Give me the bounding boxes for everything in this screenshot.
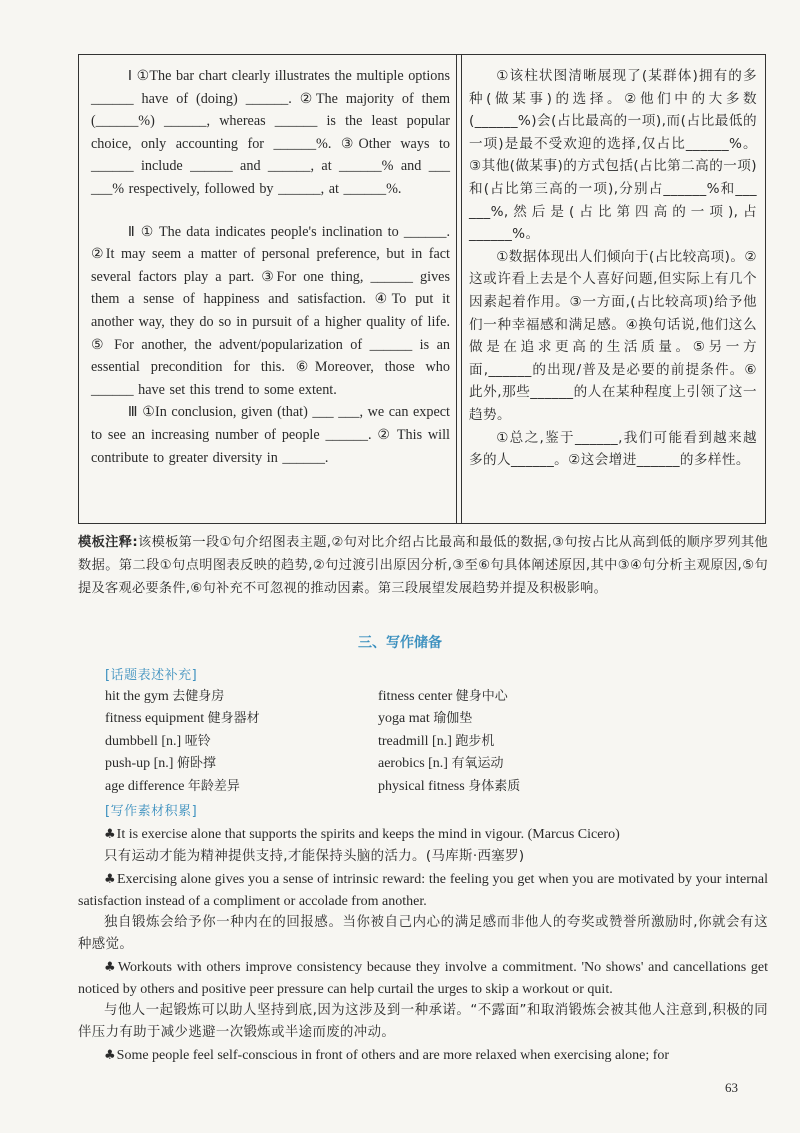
quote-en: ♣Exercising alone gives you a sense of intrinsic reward: the feeling you get when you are motivated by your internal satisfaction instead of a compliment or accolade from another. — [78, 872, 768, 909]
template-zh-paragraph-2: ①数据体现出人们倾向于(占比较高项)。②这或许看上去是个人喜好问题,但实际上有几个因素起着作用。③一方面,(占比较高项)给予他们一种幸福感和满足感。④换句话说,他们这么做是在追求更高的生活质量。⑤另一方面,______的出现/普及是必要的前提条件。⑥此外,那些______的人在某种程度上引领了这一趋势。 — [469, 248, 757, 423]
vocab-item: push-up [n.] 俯卧撑 — [105, 756, 216, 772]
club-icon: ♣ — [104, 827, 116, 842]
writing-materials — [78, 824, 768, 1067]
materials-heading: [写作素材积累] — [105, 804, 198, 819]
template-en-paragraph-2: Ⅱ ① The data indicates people's inclination to ______. ②It may seem a matter of personal preference, but in fact several factors play a part. ③For one thing, ______ gives them a sense of happiness and satisfaction. ④To put it another way, they do so in pursuit of a higher quality of life. ⑤ For another, the advent/popularization of ______ is an essential precondition for this. ⑥Moreover, those who ______ have set this trend to some extent. — [91, 223, 450, 398]
template-note-text: 该模板第一段①句介绍图表主题,②句对比介绍占比最高和最低的数据,③句按占比从高到低的顺序罗列其他数据。第二段①句点明图表反映的趋势,②句过渡引出原因分析,③至⑥句具体阐述原因,其中③④句分析主观原因,⑤句提及客观必要条件,⑥句补充不可忽视的推动因素。第三段展望发展趋势并提及积极影响。 — [78, 535, 768, 596]
vocab-item: age difference 年龄差异 — [105, 778, 240, 794]
template-note — [78, 531, 768, 600]
vocab-heading: [话题表述补充] — [105, 668, 198, 683]
vocab-item: fitness equipment 健身器材 — [105, 711, 260, 727]
template-english-column — [79, 55, 456, 523]
quote-zh: 只有运动才能为精神提供支持,才能保持头脑的活力。(马库斯·西塞罗) — [104, 848, 525, 864]
vocab-item: physical fitness 身体素质 — [378, 778, 521, 794]
quote-en: ♣It is exercise alone that supports the spirits and keeps the mind in vigour. (Marcus Cicero) — [104, 827, 620, 842]
writing-template-table — [78, 54, 766, 524]
vocab-item: yoga mat 瑜伽垫 — [378, 711, 473, 727]
template-zh-paragraph-1: ①该柱状图清晰展现了(某群体)拥有的多种(做某事)的选择。②他们中的大多数(______%)会(占比最高的一项),而(占比最低的一项)是最不受欢迎的选择,仅占比______%。③其他(做某事)的方式包括(占比第二高的一项)和(占比第三高的一项),分别占______%和___ ___%,然后是(占比第四高的一项),占______%。 — [469, 68, 757, 243]
quote-en: ♣Some people feel self-conscious in front of others and are more relaxed when exercising alone; for — [104, 1048, 670, 1063]
vocab-item: treadmill [n.] 跑步机 — [378, 733, 495, 749]
section-title: 三、写作储备 — [358, 635, 442, 651]
club-icon: ♣ — [104, 960, 117, 975]
club-icon: ♣ — [104, 872, 116, 887]
vocab-left-column — [105, 686, 260, 798]
club-icon: ♣ — [104, 1048, 116, 1063]
template-note-label: 模板注释: — [78, 535, 138, 550]
page-number: 63 — [725, 1080, 738, 1095]
vocab-item: fitness center 健身中心 — [378, 689, 508, 704]
quote-zh: 独自锻炼会给予你一种内在的回报感。当你被自己内心的满足感而非他人的夸奖或赞誉所激励时,你就会有这种感觉。 — [78, 915, 768, 952]
vocab-right-column — [378, 686, 520, 798]
quote-zh: 与他人一起锻炼可以助人坚持到底,因为这涉及到一种承诺。“不露面”和取消锻炼会被其他人注意到,积极的同伴压力有助于减少逃避一次锻炼或半途而废的冲动。 — [78, 1003, 768, 1040]
vocab-item: hit the gym 去健身房 — [105, 689, 225, 704]
vocab-item: dumbbell [n.] 哑铃 — [105, 733, 211, 749]
template-en-paragraph-1: Ⅰ ①The bar chart clearly illustrates the multiple options ______ have of (doing) ______. ②The majority of them (______%) ______, whereas ______ is the least popular choice, only accounting for ______%. ③Other ways to ______ include ______ and ______, at ______% and ___ ___% respectively, followed by ______, at ______%. — [91, 68, 450, 197]
template-en-paragraph-3: Ⅲ ①In conclusion, given (that) ___ ___, we can expect to see an increasing number of people ______. ② This will contribute to greater diversity in ______. — [91, 404, 450, 466]
template-zh-paragraph-3: ①总之,鉴于______,我们可能看到越来越多的人______。②这会增进______的多样性。 — [469, 429, 757, 469]
template-chinese-column — [456, 55, 765, 523]
vocab-item: aerobics [n.] 有氧运动 — [378, 756, 504, 772]
quote-en: ♣Workouts with others improve consistency because they involve a commitment. 'No shows' and cancellations get noticed by others and positive peer pressure can help curtail the urges to skip a workout or quit. — [78, 960, 768, 997]
